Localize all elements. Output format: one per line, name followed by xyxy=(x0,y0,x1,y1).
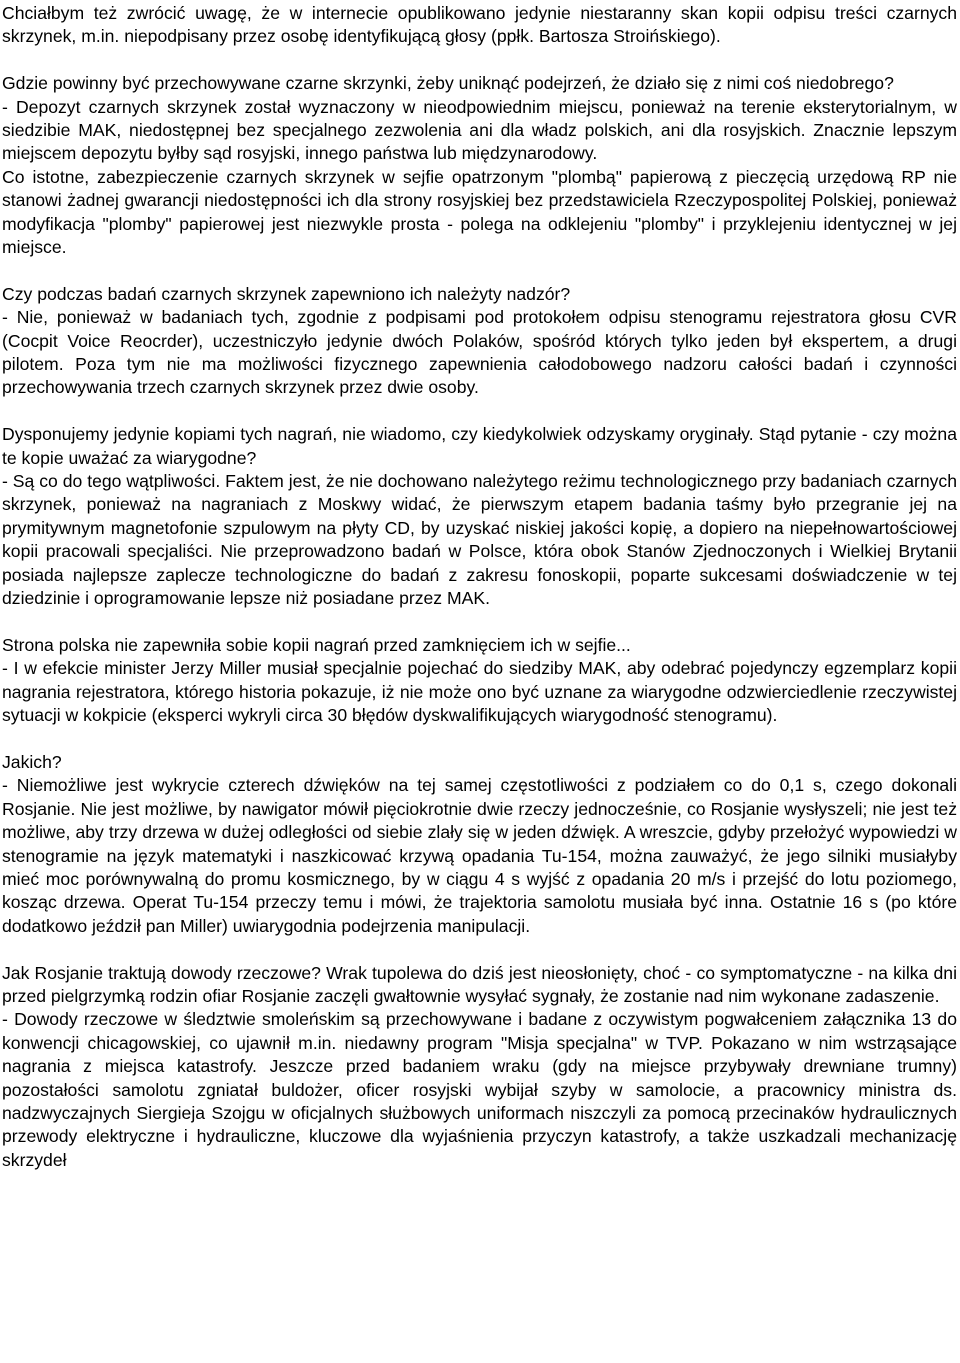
paragraph-question-storage: Gdzie powinny być przechowywane czarne skrzynki, żeby uniknąć podejrzeń, że działo się z nimi coś niedobrego? xyxy=(2,73,894,94)
document-body xyxy=(2,2,957,1172)
paragraph-answer-errors: - Niemożliwe jest wykrycie czterech dźwięków na tej samej częstotliwości z podziałem co do 0,1 s, czego dokonali Rosjanie. Nie jest możliwe, by nawigator mówił pięciokrotnie dwie rzeczy jednocześnie, co Rosjanie wysłyszeli; nie jest też możliwe, aby trzy drzewa w dużej odległości od siebie zlały się w jeden dźwięk. A wreszcie, gdyby przełożyć wypowiedzi w stenogramie na język matematyki i naszkicować krzywą opadania Tu-154, można zauważyć, że jego silniki musiałyby mieć moc porównywalną do promu kosmicznego, by w ciągu 4 s wyjść z opadania 20 m/s i przejść do lotu poziomego, kosząc drzewa. Operat Tu-154 przeczy temu i mówi, że trajektoria samolotu musiała być inna. Ostatnie 16 s (po które dodatkowo jeździł pan Miller) uwiarygodnia podejrzenia manipulacji. xyxy=(2,775,957,936)
paragraph-seal: Co istotne, zabezpieczenie czarnych skrzynek w sejfie opatrzonym "plombą" papierową z pieczęcią urzędową RP nie stanowi żadnej gwarancji niedostępności ich dla strony rosyjskiej bez przedstawiciela Rzeczypospolitej Polskiej, ponieważ modyfikacja "plomby" papierowej jest niezwykle prosta - polega na odklejeniu "plomby" i przyklejeniu identycznej w jej miejsce. xyxy=(2,166,957,258)
paragraph-black-box-scan: Chciałbym też zwrócić uwagę, że w internecie opublikowano jedynie niestaranny skan kopii odpisu treści czarnych skrzynek, m.in. niepodpisany przez osobę identyfikującą głosy (ppłk. Bartosza Stroińskiego). xyxy=(2,3,957,47)
paragraph-question-supervision: Czy podczas badań czarnych skrzynek zapewniono ich należyty nadzór? xyxy=(2,283,571,304)
paragraph-question-which: Jakich? xyxy=(2,751,62,772)
paragraph-question-evidence: Jak Rosjanie traktują dowody rzeczowe? Wrak tupolewa do dziś jest nieosłonięty, choć - co symptomatyczne - na kilka dni przed pielgrzymką rodzin ofiar Rosjanie zaczęli gwałtownie wysyłać sygnały, że zostanie nad nim wykonane zadaszenie. xyxy=(2,962,957,1006)
paragraph-question-copies: Dysponujemy jedynie kopiami tych nagrań, nie wiadomo, czy kiedykolwiek odzyskamy oryginały. Stąd pytanie - czy można te kopie uważać za wiarygodne? xyxy=(2,424,957,468)
paragraph-answer-supervision: - Nie, ponieważ w badaniach tych, zgodnie z podpisami pod protokołem odpisu stenogramu rejestratora głosu CVR (Cocpit Voice Reocrder), uczestniczyło jedynie dwóch Polaków, spośród których tylko jeden był ekspertem, a drugi pilotem. Poza tym nie ma możliwości fizycznego zapewnienia całodobowego nadzoru całości badań i czynności przechowywania trzech czarnych skrzynek przez dwie osoby. xyxy=(2,307,957,398)
paragraph-answer-copies: - Są co do tego wątpliwości. Faktem jest, że nie dochowano należytego reżimu technologicznego przy badaniach czarnych skrzynek, ponieważ na nagraniach z Moskwy widać, że pierwszym etapem badania taśmy było przegranie jej na prymitywnym magnetofonie szpulowym na płyty CD, by uzyskać niskiej jakości kopię, a dopiero na niepełnowartościowej kopii pracowali specjaliści. Nie przeprowadzono badań w Polsce, która obok Stanów Zjednoczonych i Wielkiej Brytanii posiada najlepsze zaplecze technologiczne do badań z zakresu fonoskopii, poparte sukcesami doświadczenie w tej dziedzinie i oprogramowanie lepsze niż posiadane przez MAK. xyxy=(2,471,957,609)
paragraph-answer-evidence: - Dowody rzeczowe w śledztwie smoleńskim są przechowywane i badane z oczywistym pogwałceniem załącznika 13 do konwencji chicagowskiej, co ujawnił m.in. niedawny program "Misja specjalna" w TVP. Pokazano w nim wstrząsające nagrania z miejsca katastrofy. Jeszcze przed badaniem wraku (gdy na miejsce przybywały drewniane trumny) pozostałości samolotu zgniatał buldożer, oficer rosyjski wybijał szyby w samolocie, a pracownicy ministra ds. nadzwyczajnych Siergieja Szojgu w oficjalnych służbowych uniformach niszczyli za pomocą przecinaków hydraulicznych przewody elektryczne i hydrauliczne, kluczowe dla wyjaśnienia przyczyn katastrofy, a także uszkadzali mechanizację skrzydeł xyxy=(2,1009,957,1170)
paragraph-answer-miller: - I w efekcie minister Jerzy Miller musiał specjalnie pojechać do siedziby MAK, aby odebrać pojedynczy egzemplarz kopii nagrania rejestratora, którego historia pokazuje, iż nie może ono być uznane za wiarygodne odzwierciedlenie rzeczywistej sytuacji w kokpicie (eksperci wykryli circa 30 błędów dyskwalifikujących wiarygodność stenogramu). xyxy=(2,658,957,726)
paragraph-answer-deposit: - Depozyt czarnych skrzynek został wyznaczony w nieodpowiednim miejscu, ponieważ na terenie eksterytorialnym, w siedzibie MAK, niedostępnej bez specjalnego zezwolenia ani dla władz polskich, ani dla rosyjskich. Znacznie lepszym miejscem depozytu byłby sąd rosyjski, innego państwa lub międzynarodowy. xyxy=(2,96,957,164)
paragraph-question-sealed: Strona polska nie zapewniła sobie kopii nagrań przed zamknięciem ich w sejfie... xyxy=(2,634,631,655)
